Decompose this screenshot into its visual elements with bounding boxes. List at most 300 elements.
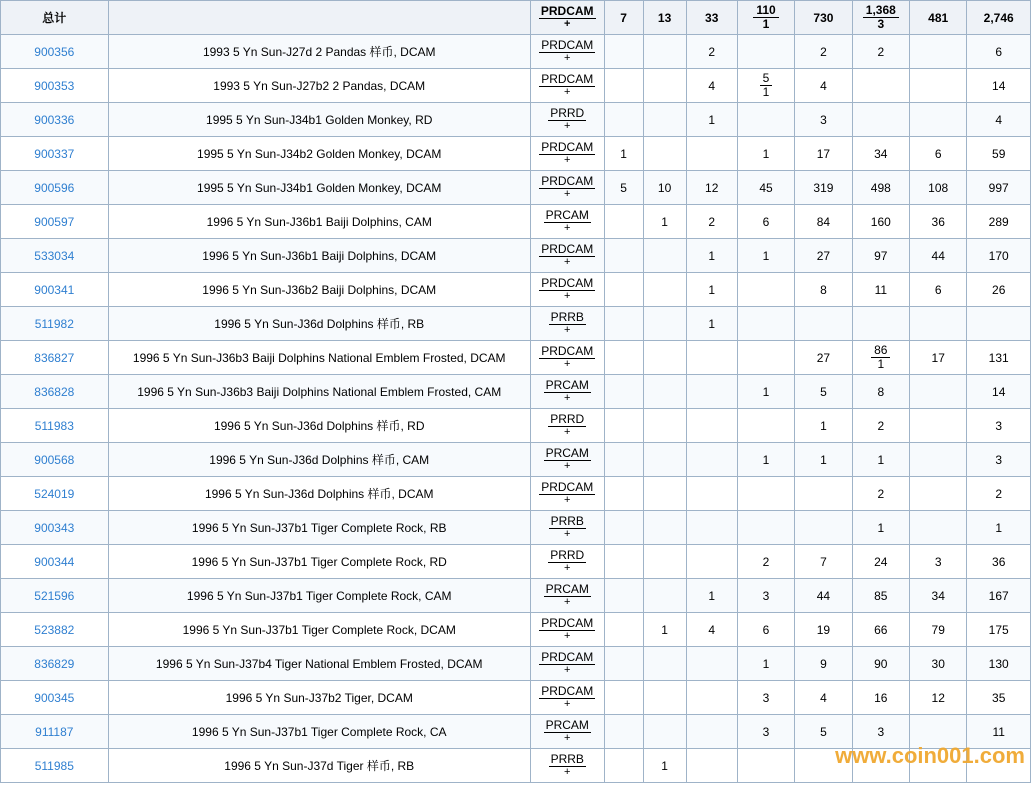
cell-n2 [643, 409, 686, 443]
cell-grade [530, 409, 604, 443]
grade-label: PRDCAM [541, 480, 594, 494]
cell-id[interactable] [1, 579, 109, 613]
cell-n1 [604, 273, 643, 307]
table-row [1, 647, 1031, 681]
table-row [1, 409, 1031, 443]
cell-n1 [604, 69, 643, 103]
cell-description [108, 409, 530, 443]
coin-id-link[interactable]: 836828 [34, 384, 75, 399]
value: 1 [762, 146, 770, 161]
cell-id[interactable] [1, 681, 109, 715]
cell-total [967, 341, 1031, 375]
value: 14 [992, 78, 1006, 93]
cell-n7 [910, 137, 967, 171]
cell-id[interactable] [1, 205, 109, 239]
table-row [1, 137, 1031, 171]
table-row [1, 239, 1031, 273]
coin-id-link[interactable]: 911187 [35, 724, 74, 739]
cell-n2 [643, 69, 686, 103]
coin-id-link[interactable]: 511982 [34, 316, 74, 331]
num-wrap [738, 69, 794, 102]
grade-wrap [531, 613, 604, 646]
cell-total [967, 205, 1031, 239]
value: 2 [877, 418, 885, 433]
cell-id[interactable] [1, 137, 109, 171]
cell-n7 [910, 375, 967, 409]
value: 4 [995, 112, 1003, 127]
cell-n5 [795, 715, 852, 749]
cell-id[interactable] [1, 443, 109, 477]
cell-total [967, 137, 1031, 171]
grade-label: PRDCAM [541, 38, 594, 52]
cell-n3 [686, 341, 737, 375]
cell-n3 [686, 477, 737, 511]
cell-n4 [737, 443, 794, 477]
value: 2 [762, 554, 770, 569]
coin-id-link[interactable]: 524019 [34, 486, 75, 501]
grade-wrap [531, 443, 604, 476]
table-row [1, 443, 1031, 477]
value: 2 [708, 214, 716, 229]
cell-n6 [852, 137, 909, 171]
grade-plus: + [564, 290, 571, 302]
cell-n7 [910, 239, 967, 273]
grade-wrap [531, 341, 604, 374]
cell-n4 [737, 35, 794, 69]
cell-total [967, 613, 1031, 647]
coin-id-link[interactable]: 900345 [34, 690, 75, 705]
cell-id[interactable] [1, 477, 109, 511]
coin-id-link[interactable]: 900343 [34, 520, 75, 535]
value: 1 [708, 282, 716, 297]
grade-wrap [531, 205, 604, 238]
cell-n1 [604, 171, 643, 205]
cell-n6 [852, 239, 909, 273]
value: 9 [820, 656, 827, 671]
cell-n4 [737, 545, 794, 579]
cell-n3 [686, 613, 737, 647]
grade-plus: + [564, 324, 571, 336]
cell-id[interactable] [1, 341, 109, 375]
value: 7 [620, 10, 627, 25]
cell-description [108, 511, 530, 545]
value: 6 [995, 44, 1003, 59]
value: 1 [661, 622, 668, 637]
value: 36 [992, 554, 1006, 569]
coin-description: 1996 5 Yn Sun-J36d Dolphins 样币, DCAM [204, 486, 434, 501]
cell-n4 [737, 307, 794, 341]
coin-id-link[interactable]: 900336 [34, 112, 75, 127]
cell-n6 [852, 341, 909, 375]
cell-n1 [604, 375, 643, 409]
grade-plus: + [564, 460, 571, 472]
coin-description: 1996 5 Yn Sun-J37b4 Tiger National Emblem Frosted, DCAM [155, 656, 483, 671]
table-row [1, 375, 1031, 409]
cell-n4 [737, 103, 794, 137]
cell-n2 [643, 307, 686, 341]
total-cell-n3 [686, 1, 737, 35]
cell-description [108, 375, 530, 409]
cell-id[interactable] [1, 103, 109, 137]
value: 2 [877, 486, 885, 501]
cell-n7 [910, 307, 967, 341]
cell-n1 [604, 239, 643, 273]
cell-n2 [643, 579, 686, 613]
cell-id[interactable] [1, 613, 109, 647]
cell-id[interactable] [1, 375, 109, 409]
cell-n6 [852, 749, 909, 783]
cell-n2 [643, 545, 686, 579]
cell-n4 [737, 69, 794, 103]
grade-label: PRRD [550, 412, 585, 426]
coin-id-link[interactable]: 900356 [34, 44, 75, 59]
value: 2,746 [983, 10, 1014, 25]
cell-id[interactable] [1, 409, 109, 443]
coin-id-link[interactable]: 836829 [34, 656, 75, 671]
num-wrap [853, 1, 909, 34]
value: 498 [870, 180, 891, 195]
cell-total [967, 681, 1031, 715]
cell-n1 [604, 715, 643, 749]
value: 1,368 [863, 4, 899, 18]
cell-n3 [686, 715, 737, 749]
cell-grade [530, 749, 604, 783]
grade-wrap [531, 171, 604, 204]
coin-id-link[interactable]: 900597 [34, 214, 75, 229]
grade-label: PRDCAM [541, 344, 594, 358]
cell-n3 [686, 273, 737, 307]
cell-n6 [852, 273, 909, 307]
cell-n1 [604, 341, 643, 375]
grade-label: PRDCAM [541, 174, 594, 188]
cell-n5 [795, 273, 852, 307]
cell-description [108, 579, 530, 613]
value: 1 [708, 112, 716, 127]
cell-n6 [852, 613, 909, 647]
cell-grade [530, 307, 604, 341]
cell-id[interactable] [1, 715, 109, 749]
value: 130 [988, 656, 1009, 671]
coin-id-link[interactable]: 900353 [34, 78, 75, 93]
grade-plus: + [564, 392, 571, 404]
total-label: 总计 [42, 11, 67, 25]
cell-n2 [643, 375, 686, 409]
cell-id[interactable] [1, 273, 109, 307]
value: 13 [657, 10, 672, 25]
cell-total [967, 511, 1031, 545]
value: 108 [928, 180, 949, 195]
total-label-cell [1, 1, 109, 35]
cell-grade [530, 239, 604, 273]
cell-n3 [686, 307, 737, 341]
grade-label: PRDCAM [541, 616, 594, 630]
cell-n7 [910, 409, 967, 443]
coin-id-link[interactable]: 900596 [34, 180, 75, 195]
grade-plus: + [564, 120, 571, 132]
coin-id-link[interactable]: 900344 [34, 554, 75, 569]
total-cell-n7 [910, 1, 967, 35]
coin-id-link[interactable]: 900337 [34, 146, 75, 161]
grade-wrap [531, 715, 604, 748]
coin-id-link[interactable]: 521596 [34, 588, 75, 603]
coin-id-link[interactable]: 836827 [34, 350, 75, 365]
value: 79 [931, 622, 945, 637]
value: 11 [874, 282, 888, 297]
cell-n4 [737, 613, 794, 647]
table-row [1, 477, 1031, 511]
value: 16 [874, 690, 888, 705]
coin-id-link[interactable]: 511983 [34, 418, 74, 433]
value: 90 [874, 656, 888, 671]
total-cell-n5 [795, 1, 852, 35]
cell-n2 [643, 613, 686, 647]
cell-n7 [910, 749, 967, 783]
value: 17 [816, 146, 831, 161]
coin-description: 1993 5 Yn Sun-J27b2 2 Pandas, DCAM [213, 78, 426, 93]
value: 1 [661, 758, 668, 773]
cell-description [108, 103, 530, 137]
cell-description [108, 681, 530, 715]
grade-label: PRDCAM [541, 276, 594, 290]
cell-n6 [852, 103, 909, 137]
cell-n1 [604, 477, 643, 511]
value: 730 [813, 10, 834, 25]
cell-n7 [910, 443, 967, 477]
cell-n1 [604, 205, 643, 239]
cell-description [108, 273, 530, 307]
cell-n4 [737, 477, 794, 511]
value: 1 [762, 384, 770, 399]
cell-total [967, 307, 1031, 341]
cell-grade [530, 477, 604, 511]
total-cell-n6 [852, 1, 909, 35]
cell-n3 [686, 137, 737, 171]
cell-description [108, 137, 530, 171]
coin-description: 1996 5 Yn Sun-J37d Tiger 样币, RB [224, 758, 415, 773]
cell-n5 [795, 35, 852, 69]
cell-grade [530, 715, 604, 749]
cell-n1 [604, 409, 643, 443]
coin-description: 1996 5 Yn Sun-J36d Dolphins 样币, RD [213, 418, 425, 433]
cell-grade [530, 681, 604, 715]
cell-id[interactable] [1, 239, 109, 273]
value: 3 [995, 452, 1003, 467]
cell-total [967, 409, 1031, 443]
value: 1 [708, 316, 716, 331]
cell-n3 [686, 239, 737, 273]
grade-wrap [531, 681, 604, 714]
cell-n6 [852, 205, 909, 239]
value: 11 [992, 724, 1005, 739]
table-row [1, 171, 1031, 205]
value: 10 [657, 180, 672, 195]
cell-id[interactable] [1, 171, 109, 205]
value: 5 [620, 180, 627, 195]
cell-n5 [795, 647, 852, 681]
grade-wrap [531, 1, 604, 34]
value: 1 [820, 452, 827, 467]
value: 6 [934, 282, 942, 297]
value: 19 [816, 622, 831, 637]
value: 1 [877, 520, 885, 535]
value: 6 [762, 214, 770, 229]
cell-id[interactable] [1, 35, 109, 69]
coin-id-link[interactable]: 511985 [34, 758, 74, 773]
cell-n2 [643, 103, 686, 137]
table-row [1, 35, 1031, 69]
cell-n2 [643, 477, 686, 511]
cell-total [967, 103, 1031, 137]
cell-n7 [910, 205, 967, 239]
coin-description: 1996 5 Yn Sun-J37b2 Tiger, DCAM [225, 690, 413, 705]
cell-description [108, 443, 530, 477]
cell-n5 [795, 409, 852, 443]
grade-label: PRCAM [545, 378, 589, 392]
coin-description: 1996 5 Yn Sun-J36b1 Baiji Dolphins, DCAM [202, 248, 437, 263]
cell-description [108, 715, 530, 749]
cell-n7 [910, 579, 967, 613]
cell-n6 [852, 171, 909, 205]
table-row [1, 749, 1031, 783]
cell-n5 [795, 477, 852, 511]
grade-wrap [531, 545, 604, 578]
grade-plus: + [564, 596, 571, 608]
grade-label: PRDCAM [541, 72, 594, 86]
cell-id[interactable] [1, 307, 109, 341]
grade-wrap [531, 307, 604, 340]
grade-plus: + [564, 18, 571, 30]
cell-grade [530, 545, 604, 579]
cell-n5 [795, 443, 852, 477]
value: 1 [762, 452, 770, 467]
cell-n5 [795, 239, 852, 273]
cell-grade [530, 205, 604, 239]
value: 131 [988, 350, 1009, 365]
table-row [1, 613, 1031, 647]
coin-description: 1996 5 Yn Sun-J36b2 Baiji Dolphins, DCAM [202, 282, 437, 297]
cell-n2 [643, 715, 686, 749]
value: 30 [931, 656, 945, 671]
cell-n7 [910, 511, 967, 545]
value: 34 [874, 146, 888, 161]
value: 2 [995, 486, 1003, 501]
grade-label: PRRD [550, 106, 585, 120]
value: 1 [820, 418, 827, 433]
cell-id[interactable] [1, 647, 109, 681]
table-row [1, 511, 1031, 545]
table-row-total [1, 1, 1031, 35]
cell-n3 [686, 647, 737, 681]
coin-id-link[interactable]: 900568 [34, 452, 75, 467]
grade-label: PRRB [550, 752, 584, 766]
grade-wrap [531, 35, 604, 68]
cell-n4 [737, 681, 794, 715]
value: 1 [877, 452, 885, 467]
coin-description: 1995 5 Yn Sun-J34b1 Golden Monkey, RD [206, 112, 433, 127]
value-sub: 1 [762, 17, 770, 31]
grade-wrap [531, 749, 604, 782]
value: 1 [995, 520, 1003, 535]
cell-description [108, 341, 530, 375]
cell-description [108, 647, 530, 681]
coin-description: 1996 5 Yn Sun-J36d Dolphins 样币, RB [214, 316, 425, 331]
cell-description [108, 171, 530, 205]
cell-id[interactable] [1, 511, 109, 545]
cell-n1 [604, 749, 643, 783]
total-cell-n4 [737, 1, 794, 35]
cell-n6 [852, 511, 909, 545]
grade-label: PRDCAM [541, 650, 594, 664]
coin-description: 1996 5 Yn Sun-J36d Dolphins 样币, CAM [209, 452, 430, 467]
value: 3 [820, 112, 827, 127]
value: 167 [988, 588, 1009, 603]
cell-n4 [737, 239, 794, 273]
cell-description [108, 205, 530, 239]
value: 481 [928, 10, 949, 25]
coin-id-link[interactable]: 523882 [34, 622, 75, 637]
cell-n5 [795, 341, 852, 375]
cell-description [108, 35, 530, 69]
cell-n4 [737, 715, 794, 749]
coin-description: 1996 5 Yn Sun-J36b3 Baiji Dolphins National Emblem Frosted, CAM [137, 384, 502, 399]
grade-plus: + [564, 426, 571, 438]
table-row [1, 307, 1031, 341]
cell-id[interactable] [1, 749, 109, 783]
cell-n3 [686, 681, 737, 715]
grade-plus: + [564, 154, 571, 166]
value: 66 [874, 622, 888, 637]
cell-n2 [643, 171, 686, 205]
grade-wrap [531, 409, 604, 442]
total-grade-cell [530, 1, 604, 35]
table-row [1, 579, 1031, 613]
cell-n7 [910, 35, 967, 69]
cell-total [967, 443, 1031, 477]
value: 3 [877, 724, 885, 739]
cell-id[interactable] [1, 69, 109, 103]
value: 8 [877, 384, 885, 399]
cell-n5 [795, 511, 852, 545]
cell-n5 [795, 307, 852, 341]
grade-label: PRDCAM [541, 242, 594, 256]
coin-id-link[interactable]: 900341 [34, 282, 75, 297]
grade-wrap [531, 477, 604, 510]
cell-n5 [795, 375, 852, 409]
grade-wrap [531, 69, 604, 102]
table-row [1, 715, 1031, 749]
grade-wrap [531, 103, 604, 136]
cell-n4 [737, 409, 794, 443]
cell-n6 [852, 307, 909, 341]
cell-n2 [643, 511, 686, 545]
cell-id[interactable] [1, 545, 109, 579]
grade-plus: + [564, 222, 571, 234]
value-sub: 1 [762, 85, 770, 99]
value: 35 [992, 690, 1006, 705]
cell-n5 [795, 545, 852, 579]
cell-n3 [686, 103, 737, 137]
value: 4 [820, 690, 827, 705]
value: 3 [762, 690, 770, 705]
cell-n1 [604, 443, 643, 477]
total-cell-n2 [643, 1, 686, 35]
cell-description [108, 69, 530, 103]
value: 59 [992, 146, 1006, 161]
cell-grade [530, 69, 604, 103]
value: 5 [820, 384, 827, 399]
coin-id-link[interactable]: 533034 [34, 248, 75, 263]
cell-grade [530, 579, 604, 613]
